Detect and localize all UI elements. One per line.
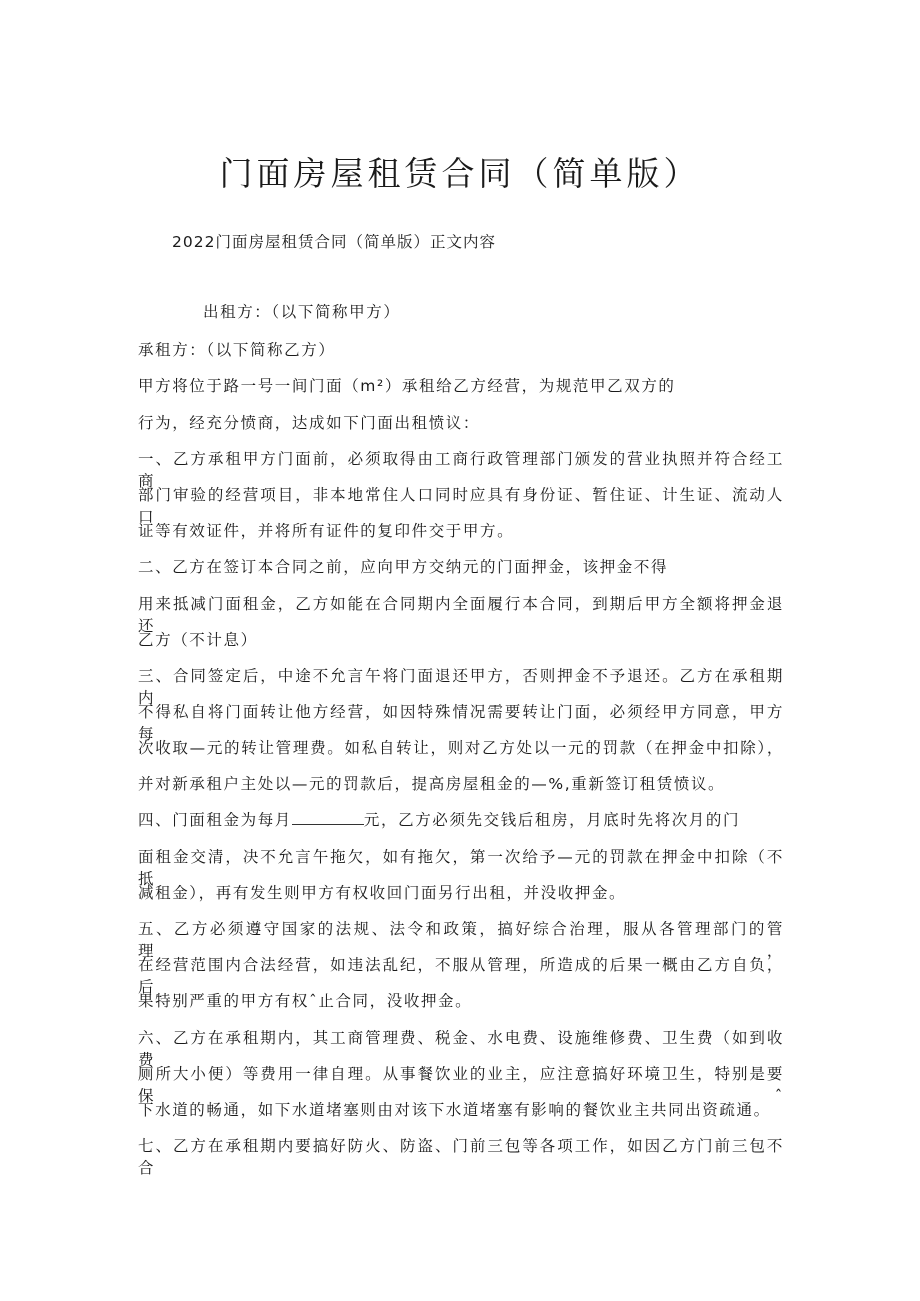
- paragraph-line: 在经营范围内合法经营，如违法乱纪，不服从管理，所造成的后果一概由乙方自负，后: [138, 956, 784, 996]
- rent-line: [138, 808, 740, 830]
- paragraph-line: 次收取—元的转让管理费。如私自转让，则对乙方处以一元的罚款（在押金中扣除），: [138, 739, 784, 757]
- rent-prefix: 四、门面租金为每月: [138, 811, 292, 829]
- paragraph-line: 并对新承租户主处以—元的罚款后，提高房屋租金的—%,重新签订租赁愤议。: [138, 775, 726, 793]
- paragraph-line: 甲方将位于路一号一间门面（m²）承租给乙方经营，为规范甲乙双方的: [138, 377, 676, 395]
- paragraph-line: 部门审验的经营项目，非本地常住人口同时应具有身份证、暂住证、计生证、流动人口: [138, 486, 784, 526]
- paragraph-line: 六、乙方在承租期内，其工商管理费、税金、水电费、设施维修费、卫生费（如到收费: [138, 1029, 784, 1069]
- paragraph-line: 证等有效证件，并将所有证件的复印件交于甲方。: [138, 522, 515, 540]
- paragraph-line: 行为，经充分愤商，达成如下门面出租愤议：: [138, 414, 481, 432]
- paragraph-line: 厕所大小便）等费用一律自理。从事餐饮业的业主，应注意搞好环境卫生，特别是要保ˆ: [138, 1065, 784, 1105]
- paragraph-line: 一、乙方承租甲方门面前，必须取得由工商行政管理部门颁发的营业执照并符合经工商: [138, 450, 784, 490]
- paragraph-line: 用来抵减门面租金，乙方如能在合同期内全面履行本合同，到期后甲方全额将押金退还: [138, 595, 784, 635]
- paragraph-line: 不得私自将门面转让他方经营，如因特殊情况需要转让门面，必须经甲方同意，甲方每: [138, 703, 784, 743]
- paragraph-line: 乙方（不计息）: [138, 631, 258, 649]
- document-subtitle: 2022门面房屋租赁合同（简单版）正文内容: [172, 233, 496, 251]
- paragraph-line: 七、乙方在承租期内要搞好防火、防盗、门前三包等各项工作，如因乙方门前三包不合: [138, 1137, 784, 1177]
- paragraph-line: 五、乙方必须遵守国家的法规、法令和政策，搞好综合治理，服从各管理部门的管理，: [138, 920, 784, 960]
- paragraph-line: 二、乙方在签订本合同之前，应向甲方交纳元的门面押金，该押金不得: [138, 558, 669, 576]
- document-title: 门面房屋租赁合同（简单版）: [219, 154, 701, 193]
- paragraph-line: 下水道的畅通，如下水道堵塞则由对该下水道堵塞有影响的餐饮业主共同出资疏通。: [138, 1101, 771, 1119]
- paragraph-line: 果特别严重的甲方有权ˆ止合同，没收押金。: [138, 992, 473, 1010]
- lessee-line: 承租方：（以下简称乙方）: [138, 341, 336, 359]
- paragraph-line: 面租金交清，决不允言午拖欠，如有拖欠，第一次给予—元的罚款在押金中扣除（不抵: [138, 848, 784, 888]
- lessor-line: 出租方：（以下简称甲方）: [203, 303, 401, 321]
- paragraph-line: 三、合同签定后，中途不允言午将门面退还甲方，否则押金不予退还。乙方在承租期内: [138, 667, 784, 707]
- rent-suffix: 元，乙方必须先交钱后租房，月底时先将次月的门: [363, 811, 741, 829]
- paragraph-line: 减租金），再有发生则甲方有权收回门面另行出租，并没收押金。: [138, 884, 627, 902]
- rent-amount-blank: [292, 810, 364, 825]
